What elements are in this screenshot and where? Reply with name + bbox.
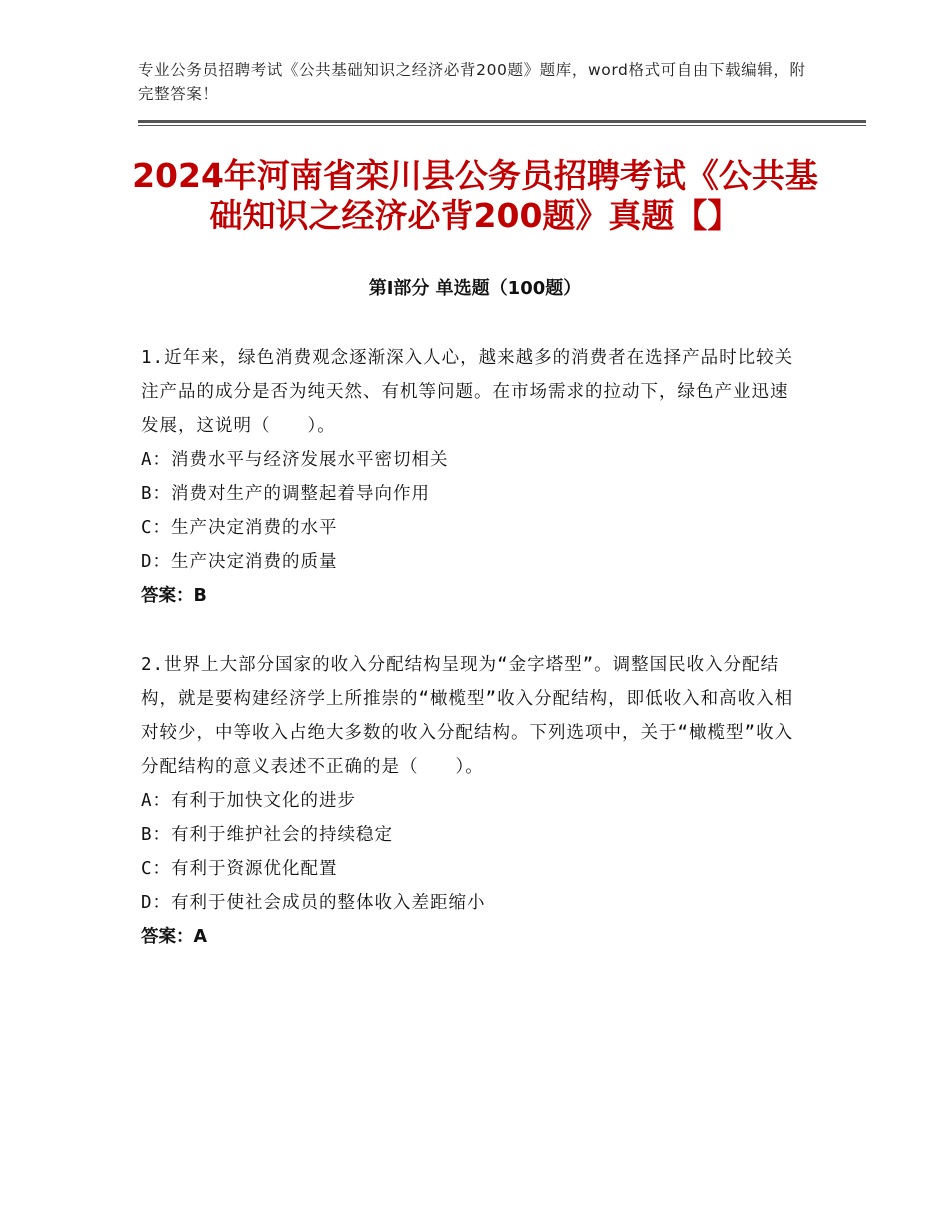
question-stem: 2.世界上大部分国家的收入分配结构呈现为“金字塔型”。调整国民收入分配结构，就是要构建经济学上所推崇的“橄榄型”收入分配结构，即低收入和高收入相对较少，中等收入占绝大多数的收入分配结构。下列选项中，关于“橄榄型”收入分配结构的意义表述不正确的是（ ）。 bbox=[141, 655, 794, 777]
option-b: B：有利于维护社会的持续稳定 bbox=[141, 825, 394, 845]
header-note: 专业公务员招聘考试《公共基础知识之经济必背200题》题库，word格式可自由下载编辑，附完整答案！ bbox=[138, 61, 806, 103]
option-b: B：消费对生产的调整起着导向作用 bbox=[141, 484, 431, 504]
section-title: 第Ⅰ部分 单选题（100题） bbox=[368, 278, 582, 299]
option-d: D：生产决定消费的质量 bbox=[141, 552, 338, 572]
question-stem: 1.近年来，绿色消费观念逐渐深入人心，越来越多的消费者在选择产品时比较关注产品的成分是否为纯天然、有机等问题。在市场需求的拉动下，绿色产业迅速发展，这说明（ ）。 bbox=[141, 348, 794, 436]
document-title: 2024年河南省栾川县公务员招聘考试《公共基础知识之经济必背200题》真题【】 bbox=[132, 156, 818, 235]
option-c: C：生产决定消费的水平 bbox=[141, 518, 338, 538]
option-c: C：有利于资源优化配置 bbox=[141, 859, 338, 879]
answer: 答案：B bbox=[141, 586, 207, 606]
header-rule-thin bbox=[138, 125, 866, 126]
option-d: D：有利于使社会成员的整体收入差距缩小 bbox=[141, 893, 486, 913]
question-1 bbox=[141, 341, 801, 613]
option-a: A：有利于加快文化的进步 bbox=[141, 791, 357, 811]
option-a: A：消费水平与经济发展水平密切相关 bbox=[141, 450, 449, 470]
header-rule-thick bbox=[138, 120, 866, 123]
question-2 bbox=[141, 648, 801, 954]
answer: 答案：A bbox=[141, 927, 208, 947]
